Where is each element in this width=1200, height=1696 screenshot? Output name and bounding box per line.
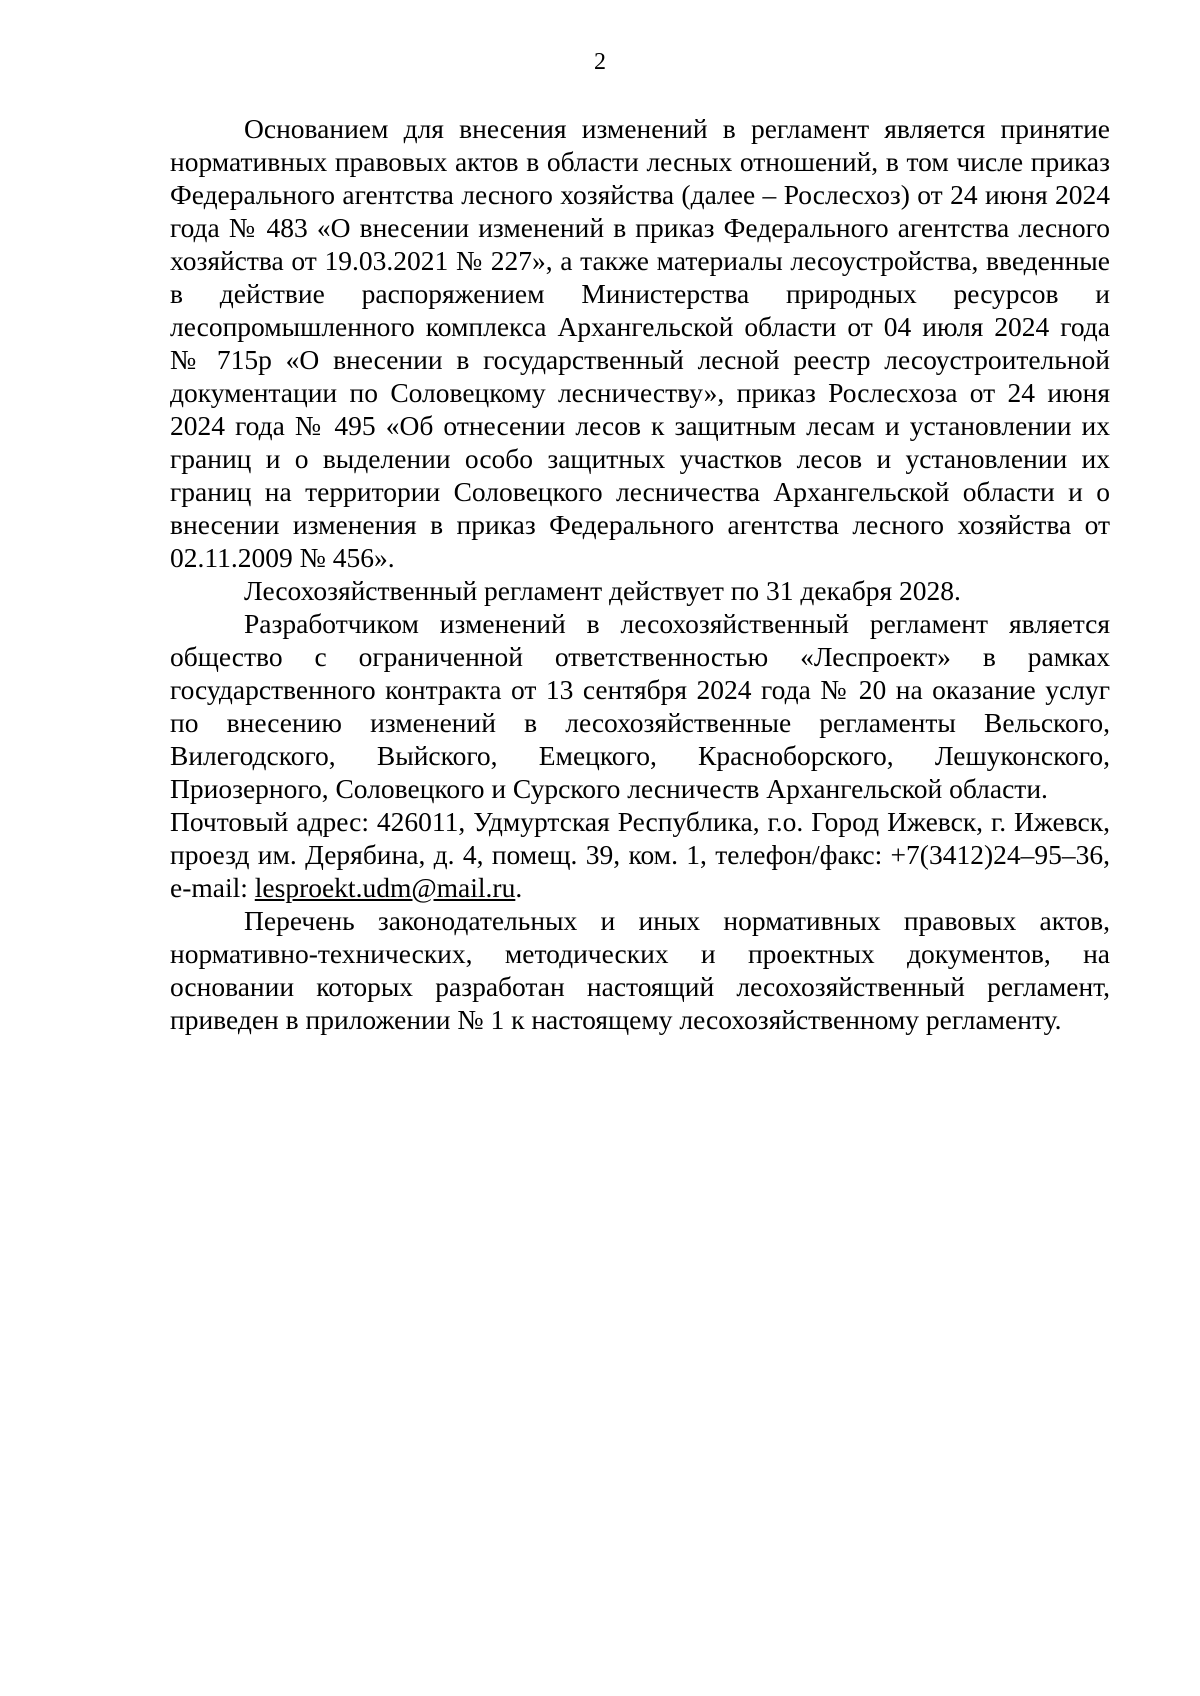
document-body [170,112,1110,1036]
address-text: Почтовый адрес: 426011, Удмуртская Республика, г.о. Город Ижевск, г. Ижевск, проезд им. Дерябина, д. 4, помещ. 39, ком. 1, телефон/факс: +7(3412)24–95–36, e-mail: [170,806,1110,903]
email-link[interactable]: lesproekt.udm@mail.ru [254,872,516,903]
paragraph-developer: Разработчиком изменений в лесохозяйственный регламент является общество с ограниченной ответственностью «Леспроект» в рамках государственного контракта от 13 сентября 2024 года № 20 на оказание услуг по внесению изменений в лесохозяйственные регламенты Вельского, Вилегодского, Выйского, Емецкого, Красноборского, Лешуконского, Приозерного, Соловецкого и Сурского лесничеств Архангельской области. [170,608,1110,804]
paragraph-validity: Лесохозяйственный регламент действует по 31 декабря 2028. [244,575,961,606]
paragraph-basis: Основанием для внесения изменений в регламент является принятие нормативных правовых актов в области лесных отношений, в том числе приказ Федерального агентства лесного хозяйства (далее – Рослесхоз) от 24 июня 2024 года № 483 «О внесении изменений в приказ Федерального агентства лесного хозяйства от 19.03.2021 № 227», а также материалы лесоустройства, введенные в действие распоряжением Министерства природных ресурсов и лесопромышленного комплекса Архангельской области от 04 июля 2024 года № 715р «О внесении в государственный лесной реестр лесоустроительной документации по Соловецкому лесничеству», приказ Рослесхоза от 24 июня 2024 года № 495 «Об отнесении лесов к защитным лесам и установлении их границ и о выделении особо защитных участков лесов и установлении их границ на территории Соловецкого лесничества Архангельской области и о внесении изменения в приказ Федерального агентства лесного хозяйства от 02.11.2009 № 456». [170,113,1110,573]
paragraph-address [170,805,1110,904]
page-number: 2 [594,49,606,75]
paragraph-references: Перечень законодательных и иных нормативных правовых актов, нормативно-технических, методических и проектных документов, на основании которых разработан настоящий лесохозяйственный регламент, приведен в приложении № 1 к настоящему лесохозяйственному регламенту. [170,905,1110,1035]
address-end: . [515,872,523,903]
